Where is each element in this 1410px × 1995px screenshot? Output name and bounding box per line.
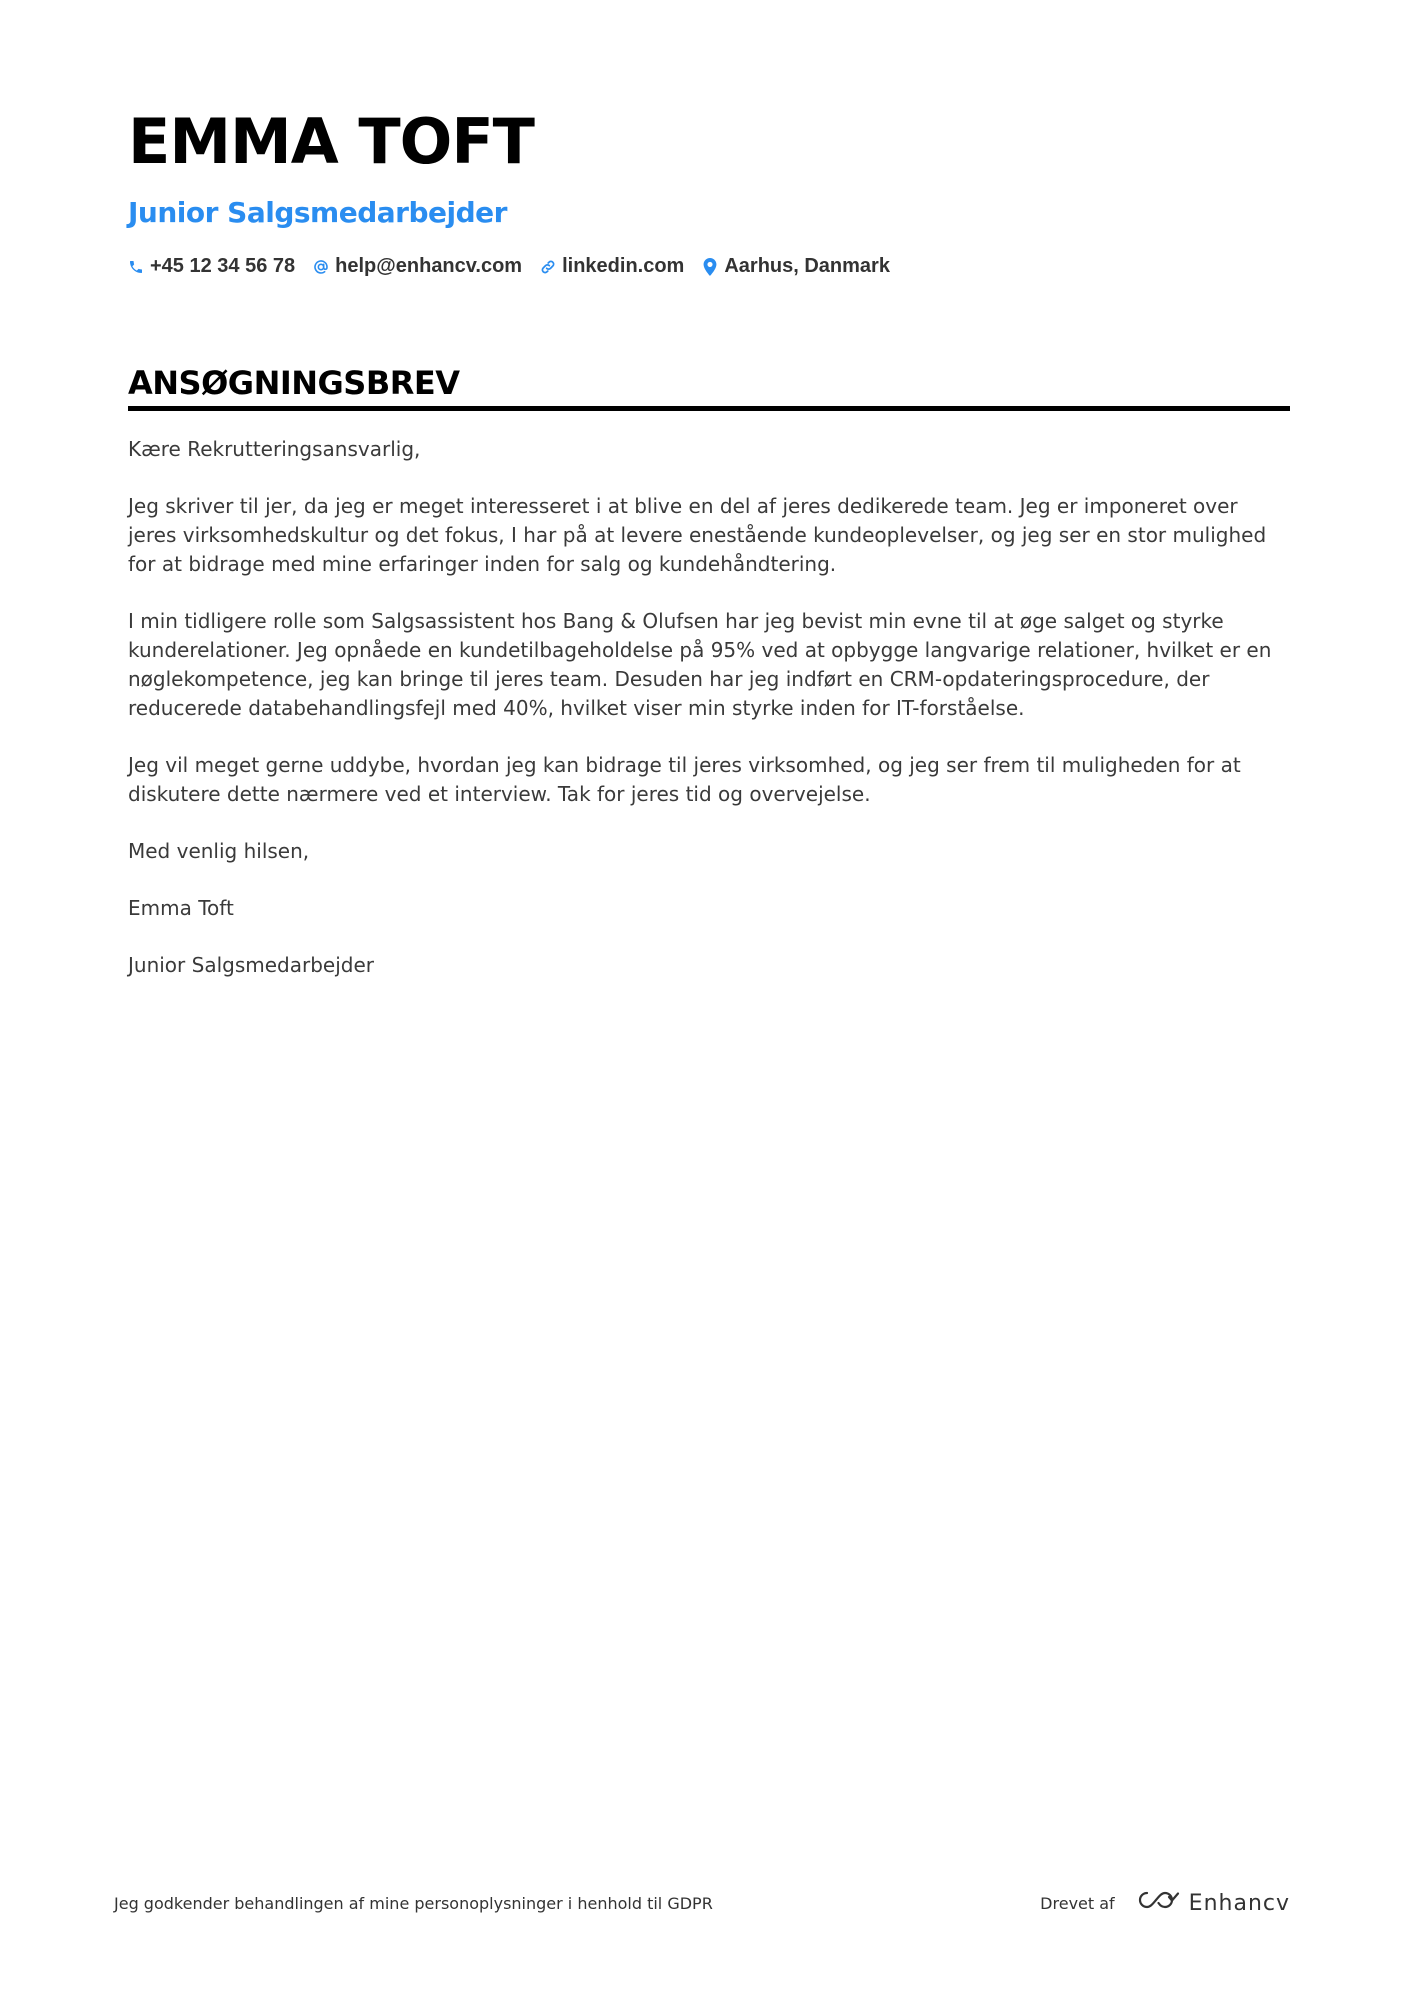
- contact-bar: [128, 255, 1290, 278]
- page-footer: [114, 1888, 1290, 1918]
- contact-location: [702, 255, 890, 278]
- signature-title: Junior Salgsmedarbejder: [128, 953, 374, 978]
- location-text: Aarhus, Danmark: [724, 255, 890, 278]
- letter-paragraph: Jeg vil meget gerne uddybe, hvordan jeg kan bidrage til jeres virksomhed, og jeg ser frem til muligheden for at diskutere dette nærmere ved et interview. Tak for jeres tid og overvejelse.: [128, 753, 1241, 807]
- contact-phone: [128, 255, 295, 278]
- contact-linkedin[interactable]: [540, 255, 684, 278]
- cover-letter-page: [128, 105, 1290, 1008]
- powered-by: [1040, 1888, 1290, 1918]
- gdpr-consent-text: Jeg godkender behandlingen af mine personoplysninger i henhold til GDPR: [114, 1893, 713, 1913]
- contact-email[interactable]: [313, 255, 522, 278]
- email-text: help@enhancv.com: [335, 255, 523, 278]
- location-pin-icon: [702, 258, 718, 276]
- letter-paragraph: Jeg skriver til jer, da jeg er meget interesseret i at blive en del af jeres dedikerede team. Jeg er imponeret over jeres virksomhedskultur og det fokus, I har på at levere enestående kundeoplevelser, og jeg ser en stor mulighed for at bidrage med mine erfaringer inden for salg og kundehåndtering.: [128, 494, 1267, 577]
- enhancv-logo[interactable]: [1135, 1888, 1290, 1918]
- letter-body: [128, 435, 1290, 980]
- letter-closing: Med venlig hilsen,: [128, 839, 310, 864]
- section-title: ANSØGNINGSBREV: [128, 364, 1290, 411]
- at-icon: [313, 259, 329, 275]
- phone-text: +45 12 34 56 78: [150, 255, 296, 278]
- phone-icon: [128, 259, 144, 275]
- enhancv-wordmark: Enhancv: [1188, 1890, 1290, 1916]
- letter-greeting: Kære Rekrutteringsansvarlig,: [128, 437, 421, 462]
- powered-by-label: Drevet af: [1040, 1893, 1115, 1913]
- linkedin-text: linkedin.com: [562, 255, 685, 278]
- enhancv-mark-icon: [1135, 1888, 1181, 1918]
- candidate-role: Junior Salgsmedarbejder: [128, 196, 507, 230]
- signature-name: Emma Toft: [128, 896, 234, 921]
- link-icon: [540, 259, 556, 275]
- candidate-name: EMMA TOFT: [128, 105, 534, 178]
- letter-paragraph: I min tidligere rolle som Salgsassistent hos Bang & Olufsen har jeg bevist min evne til at øge salget og styrke kunderelationer. Jeg opnåede en kundetilbageholdelse på 95% ved at opbygge langvarige relationer, hvilket er en nøglekompetence, jeg kan bringe til jeres team. Desuden har jeg indført en CRM-opdateringsprocedure, der reducerede databehandlingsfejl med 40%, hvilket viser min styrke inden for IT-forståelse.: [128, 609, 1272, 721]
